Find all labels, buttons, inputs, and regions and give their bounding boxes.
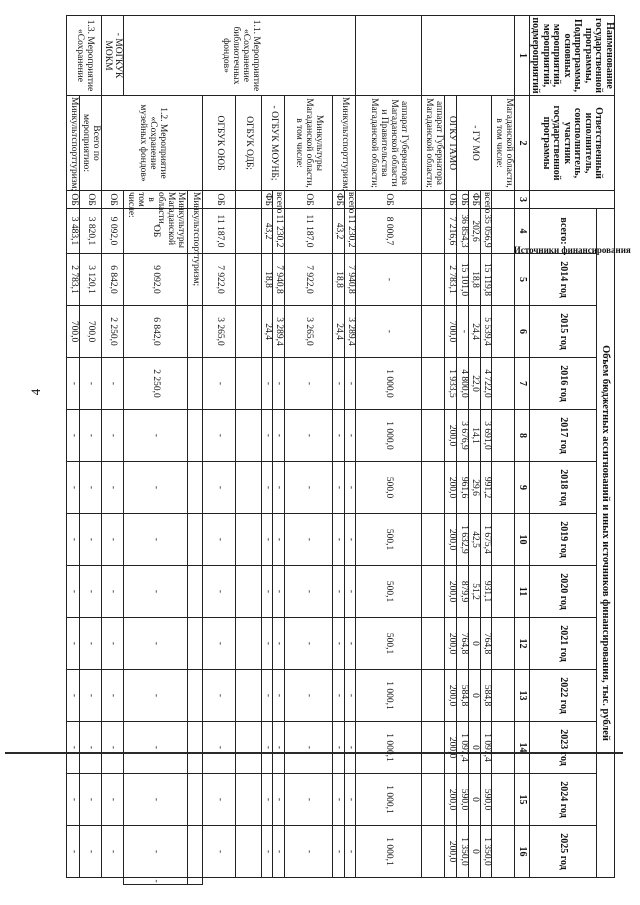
value-cell: 0 xyxy=(468,618,480,670)
value-cell: - xyxy=(273,618,285,670)
value-cell: - xyxy=(79,358,101,410)
value-cell: - xyxy=(333,826,345,878)
value-cell: - xyxy=(261,670,273,722)
value-cell: - xyxy=(67,462,80,514)
value-cell: - xyxy=(344,618,356,670)
source-cell: ОБ xyxy=(284,191,332,209)
value-cell: - xyxy=(202,774,236,826)
exec-cell: - ГУ МО xyxy=(457,96,492,191)
header-year: 2021 год xyxy=(530,618,597,670)
source-cell: всего xyxy=(274,192,285,214)
value-cell: 24,4 xyxy=(333,306,345,358)
value-cell: 24,4 xyxy=(261,306,273,358)
value-cell: 11 230,2 xyxy=(273,209,285,254)
value-cell: - xyxy=(261,410,273,462)
value-cell: - xyxy=(79,462,101,514)
value-cell: 931,1 xyxy=(480,566,492,618)
value-cell: - xyxy=(67,410,80,462)
value-cell: - xyxy=(284,514,332,566)
col-number: 12 xyxy=(515,618,530,670)
value-cell: 0 xyxy=(468,826,480,878)
value-cell: - xyxy=(284,618,332,670)
value-cell: 35 056,9 xyxy=(480,209,492,254)
value-cell: - xyxy=(344,462,356,514)
value-cell: 1 000,0 xyxy=(356,410,421,462)
value-cell: 3 265,0 xyxy=(202,306,236,358)
value-cell: - xyxy=(284,410,332,462)
value-cell: 2 783,1 xyxy=(444,254,457,306)
header-year: 2019 год xyxy=(530,514,597,566)
value-cell: 3 289,4 xyxy=(273,306,285,358)
value-cell: 202,6 xyxy=(468,209,480,254)
value-cell: 6 842,0 xyxy=(101,254,123,306)
value-cell: 51,2 xyxy=(468,566,480,618)
value-cell: - xyxy=(202,618,236,670)
value-cell: 500,1 xyxy=(356,566,421,618)
header-exec-col: Ответственный исполнитель, соисполнитель, участник государственной программы xyxy=(530,96,615,191)
value-cell: - xyxy=(67,670,80,722)
value-cell: 1 000,1 xyxy=(356,826,421,878)
value-cell: - xyxy=(101,774,123,826)
value-cell: 2 783,1 xyxy=(67,254,80,306)
value-cell: - xyxy=(101,670,123,722)
value-cell: - xyxy=(344,826,356,878)
value-cell: - xyxy=(67,722,80,774)
value-cell: 9 092,0 xyxy=(123,254,187,306)
value-cell: - xyxy=(284,462,332,514)
value-cell: 18,8 xyxy=(261,254,273,306)
header-source-col: Источники финансирования xyxy=(530,191,615,209)
exec-cell: Минкультспорттуризм; xyxy=(187,191,202,209)
col-number: 3 xyxy=(515,191,530,209)
value-cell: 200,0 xyxy=(444,826,457,878)
source-cell: ФБ xyxy=(468,191,480,209)
budget-table xyxy=(66,15,631,885)
value-cell: - xyxy=(333,566,345,618)
value-cell: - xyxy=(101,618,123,670)
value-cell: - xyxy=(344,566,356,618)
value-cell: - xyxy=(344,410,356,462)
value-cell: 2 250,0 xyxy=(101,306,123,358)
header-year: 2025 год xyxy=(530,826,597,878)
value-cell: 29,6 xyxy=(468,462,480,514)
value-cell: - xyxy=(333,670,345,722)
value-cell: - xyxy=(344,514,356,566)
table-row xyxy=(344,16,356,885)
value-cell: - xyxy=(202,566,236,618)
value-cell: 0 xyxy=(468,774,480,826)
value-cell: 7 922,0 xyxy=(284,254,332,306)
value-cell: 7 940,8 xyxy=(344,254,356,306)
header-year: 2018 год xyxy=(530,462,597,514)
value-cell: 200,0 xyxy=(444,462,457,514)
col-number: 7 xyxy=(515,358,530,410)
col-number: 14 xyxy=(515,722,530,774)
value-cell: - xyxy=(123,670,187,722)
source-cell: ОБ xyxy=(79,191,101,209)
source-cell: ФБ xyxy=(333,191,345,209)
value-cell: 6 842,0 xyxy=(123,306,187,358)
header-year: 2015 год xyxy=(530,306,597,358)
table-row xyxy=(444,16,457,885)
value-cell: 11 230,2 xyxy=(344,209,356,254)
value-cell: - xyxy=(202,358,236,410)
value-cell: - xyxy=(101,566,123,618)
value-cell: 1 000,0 xyxy=(356,358,421,410)
value-cell: - xyxy=(261,826,273,878)
value-cell: 3 265,0 xyxy=(284,306,332,358)
value-cell: - xyxy=(333,358,345,410)
exec-cell: Магаданской области, в том числе: xyxy=(492,96,515,191)
value-cell: 3 120,1 xyxy=(79,254,101,306)
value-cell: - xyxy=(344,774,356,826)
value-cell: - xyxy=(344,358,356,410)
col-number: 1 xyxy=(515,16,530,96)
value-cell: - xyxy=(284,358,332,410)
value-cell: 14,1 xyxy=(468,410,480,462)
activity-name-1-2: 1.2. Мероприятие «Сохранение музейных фондов» xyxy=(101,96,202,191)
value-cell: 1 350,0 xyxy=(457,826,469,878)
table-row xyxy=(492,16,515,885)
page-number: 4 xyxy=(28,388,43,396)
source-cell: ОБ xyxy=(123,209,187,254)
col-number: 10 xyxy=(515,514,530,566)
value-cell: - xyxy=(67,774,80,826)
value-cell: - xyxy=(79,566,101,618)
source-cell: всего xyxy=(346,192,357,214)
exec-cell: - ОГБУК МОУНБ; xyxy=(261,96,284,191)
value-cell: 500,0 xyxy=(356,462,421,514)
header-year: 2020 год xyxy=(530,566,597,618)
header-year: 2024 год xyxy=(530,774,597,826)
value-cell: - xyxy=(67,358,80,410)
name-cell xyxy=(421,16,515,96)
col-number: 2 xyxy=(515,96,530,191)
value-cell: 200,0 xyxy=(444,514,457,566)
value-cell: - xyxy=(273,722,285,774)
source-cell: всего xyxy=(481,192,492,214)
col-number: 16 xyxy=(515,826,530,878)
header-year: 2023 год xyxy=(530,722,597,774)
value-cell: 1 632,9 xyxy=(457,514,469,566)
value-cell: - xyxy=(273,462,285,514)
col-number: 15 xyxy=(515,774,530,826)
value-cell: - xyxy=(101,410,123,462)
value-cell: - xyxy=(261,358,273,410)
value-cell: 1 097,4 xyxy=(480,722,492,774)
value-cell: 764,8 xyxy=(457,618,469,670)
value-cell: - xyxy=(273,410,285,462)
value-cell: - xyxy=(356,306,421,358)
value-cell: - xyxy=(202,722,236,774)
value-cell: 1 350,0 xyxy=(480,826,492,878)
value-cell: 200,0 xyxy=(444,774,457,826)
value-cell: - xyxy=(284,566,332,618)
value-cell: - xyxy=(79,410,101,462)
value-cell: 15 101,0 xyxy=(457,254,469,306)
table-row xyxy=(284,16,332,885)
value-cell: - xyxy=(123,774,187,826)
exec-cell: аппарат Губернатора Магаданской области; xyxy=(421,96,444,191)
col-number: 9 xyxy=(515,462,530,514)
header-name-col: Наименование государственной программы, Подпрограммы, основных мероприятий, мероприятий, подмероприятий xyxy=(530,17,615,94)
value-cell: 15 119,8 xyxy=(480,254,492,306)
value-cell: 500,1 xyxy=(356,514,421,566)
value-cell: - xyxy=(333,722,345,774)
value-cell: - xyxy=(333,410,345,462)
value-cell: - xyxy=(284,722,332,774)
value-cell: 1 000,1 xyxy=(356,774,421,826)
value-cell: 4 800,0 xyxy=(457,358,469,410)
source-cell: ОБ xyxy=(202,191,236,209)
value-cell: 3 483,1 xyxy=(67,209,80,254)
column-numbers-row xyxy=(515,16,530,885)
table-row xyxy=(273,16,285,885)
value-cell: - xyxy=(202,462,236,514)
value-cell: 590,0 xyxy=(457,774,469,826)
value-cell: 43,2 xyxy=(261,209,273,254)
value-cell: 590,0 xyxy=(480,774,492,826)
value-cell: - xyxy=(79,514,101,566)
value-cell: - xyxy=(333,514,345,566)
source-cell: ОБ xyxy=(457,191,469,209)
exec-cell: Минкультуры Магаданской области, в том числе: xyxy=(284,96,332,191)
value-cell: 36 854,3 xyxy=(457,209,469,254)
value-cell: 961,6 xyxy=(457,462,469,514)
value-cell: - xyxy=(67,566,80,618)
value-cell: - xyxy=(202,826,236,878)
value-cell: - xyxy=(101,826,123,878)
value-cell: 3 820,1 xyxy=(79,209,101,254)
table-row xyxy=(187,16,202,885)
exec-cell: - МОГКУК МОКМ xyxy=(101,16,123,96)
value-cell: - xyxy=(79,774,101,826)
activity-name-1-1: 1.1. Мероприятие «Сохранение библиотечных фондов» xyxy=(123,16,355,96)
budget-table-sheet xyxy=(68,15,631,885)
table-row xyxy=(236,16,261,885)
value-cell: - xyxy=(273,358,285,410)
value-cell: 3 676,9 xyxy=(457,410,469,462)
value-cell: - xyxy=(123,566,187,618)
header-total: всего: xyxy=(530,209,597,254)
table-row xyxy=(67,16,80,885)
value-cell: - xyxy=(284,774,332,826)
value-cell: 4 722,0 xyxy=(480,358,492,410)
value-cell: 8 000,7 xyxy=(356,209,421,254)
value-cell: 18,8 xyxy=(468,254,480,306)
value-cell: - xyxy=(333,618,345,670)
value-cell: - xyxy=(261,462,273,514)
value-cell: 24,4 xyxy=(468,306,480,358)
value-cell: - xyxy=(333,462,345,514)
value-cell: - xyxy=(284,826,332,878)
value-cell: 43,2 xyxy=(333,209,345,254)
value-cell: - xyxy=(123,410,187,462)
exec-cell: ОГБУК ОДБ; xyxy=(236,96,261,191)
value-cell: 500,1 xyxy=(356,618,421,670)
value-cell: - xyxy=(123,618,187,670)
value-cell: 200,0 xyxy=(444,566,457,618)
value-cell: 200,0 xyxy=(444,722,457,774)
table-row xyxy=(202,16,236,885)
table-row xyxy=(480,16,492,885)
value-cell: 3 289,4 xyxy=(344,306,356,358)
value-cell: - xyxy=(123,514,187,566)
value-cell: 1 675,4 xyxy=(480,514,492,566)
value-cell: 2 250,0 xyxy=(123,358,187,410)
value-cell: 7 216,6 xyxy=(444,209,457,254)
value-cell: 1 933,5 xyxy=(444,358,457,410)
exec-cell: Минкультспорттуризм; xyxy=(333,96,356,191)
value-cell: 1 097,4 xyxy=(457,722,469,774)
value-cell: - xyxy=(333,774,345,826)
exec-cell: Минкультспорттуризм; xyxy=(67,96,80,191)
exec-cell: аппарат Губернатора Магаданской области и Правительства Магаданской области; xyxy=(356,96,421,191)
source-cell: ОБ xyxy=(444,191,457,209)
value-cell: 9 092,0 xyxy=(101,209,123,254)
exec-cell: ОГБУК ОЮБ xyxy=(202,96,236,191)
exec-cell: Всего по мероприятию: xyxy=(79,96,101,191)
value-cell: 0 xyxy=(468,722,480,774)
header-year: 2022 год xyxy=(530,670,597,722)
col-number: 13 xyxy=(515,670,530,722)
col-number: 4 xyxy=(515,209,530,254)
value-cell: 18,8 xyxy=(333,254,345,306)
value-cell: - xyxy=(261,722,273,774)
value-cell: - xyxy=(79,826,101,878)
value-cell: 1 000,1 xyxy=(356,670,421,722)
value-cell: - xyxy=(79,618,101,670)
value-cell: - xyxy=(273,670,285,722)
col-number: 5 xyxy=(515,254,530,306)
value-cell: 700,0 xyxy=(444,306,457,358)
value-cell: 5 539,4 xyxy=(480,306,492,358)
value-cell: 584,8 xyxy=(457,670,469,722)
value-cell: - xyxy=(273,514,285,566)
value-cell: - xyxy=(202,670,236,722)
value-cell: - xyxy=(344,670,356,722)
col-number: 8 xyxy=(515,410,530,462)
header-budget-group: Объем бюджетных ассигнований и иных источников финансирования, тыс. рублей xyxy=(597,209,615,878)
value-cell: - xyxy=(344,722,356,774)
exec-cell: Минкультуры Магаданской области, в том числе: xyxy=(123,191,187,209)
value-cell: 700,0 xyxy=(79,306,101,358)
value-cell: - xyxy=(101,358,123,410)
value-cell: 879,9 xyxy=(457,566,469,618)
value-cell: - xyxy=(123,722,187,774)
value-cell: - xyxy=(123,462,187,514)
value-cell: - xyxy=(67,826,80,878)
source-cell: ФБ xyxy=(261,191,273,209)
value-cell: - xyxy=(261,514,273,566)
value-cell: 22,0 xyxy=(468,358,480,410)
value-cell: 0 xyxy=(468,670,480,722)
col-number: 6 xyxy=(515,306,530,358)
value-cell: - xyxy=(356,254,421,306)
value-cell: - xyxy=(261,774,273,826)
activity-name-1-3: 1.3. Мероприятие «Сохранение xyxy=(67,16,102,96)
value-cell: 584,8 xyxy=(480,670,492,722)
value-cell: 42,5 xyxy=(468,514,480,566)
value-cell: 200,0 xyxy=(444,670,457,722)
source-cell: ОБ xyxy=(101,191,123,209)
value-cell: 7 922,0 xyxy=(202,254,236,306)
value-cell: - xyxy=(101,722,123,774)
value-cell: - xyxy=(273,826,285,878)
value-cell: - xyxy=(202,514,236,566)
value-cell: - xyxy=(273,566,285,618)
value-cell: 3 691,0 xyxy=(480,410,492,462)
value-cell: 11 187,0 xyxy=(202,209,236,254)
value-cell: 991,2 xyxy=(480,462,492,514)
name-cell xyxy=(356,16,421,96)
value-cell: - xyxy=(123,878,187,885)
value-cell: 7 940,8 xyxy=(273,254,285,306)
value-cell: - xyxy=(261,566,273,618)
value-cell: - xyxy=(273,774,285,826)
value-cell: - xyxy=(101,462,123,514)
value-cell: - xyxy=(284,670,332,722)
value-cell: 200,0 xyxy=(444,618,457,670)
header-year: 2017 год xyxy=(530,410,597,462)
value-cell: - xyxy=(79,722,101,774)
value-cell: 200,0 xyxy=(444,410,457,462)
col-number: 11 xyxy=(515,566,530,618)
header-year: 2016 год xyxy=(530,358,597,410)
value-cell: - xyxy=(457,306,469,358)
value-cell: 764,8 xyxy=(480,618,492,670)
value-cell: - xyxy=(202,410,236,462)
value-cell: - xyxy=(123,826,187,878)
value-cell: - xyxy=(261,618,273,670)
value-cell: - xyxy=(67,618,80,670)
table-row xyxy=(421,16,444,885)
value-cell: - xyxy=(67,514,80,566)
value-cell: 700,0 xyxy=(67,306,80,358)
header-year: 2014 год xyxy=(530,254,597,306)
source-cell: ОБ xyxy=(356,191,421,209)
value-cell: 1 000,1 xyxy=(356,722,421,774)
value-cell: - xyxy=(79,670,101,722)
value-cell: - xyxy=(101,514,123,566)
value-cell: 11 187,0 xyxy=(284,209,332,254)
table-row xyxy=(79,16,101,885)
exec-cell: ОГКУ ГАМО xyxy=(444,96,457,191)
table-row xyxy=(356,16,421,885)
source-cell: ОБ xyxy=(67,191,80,209)
